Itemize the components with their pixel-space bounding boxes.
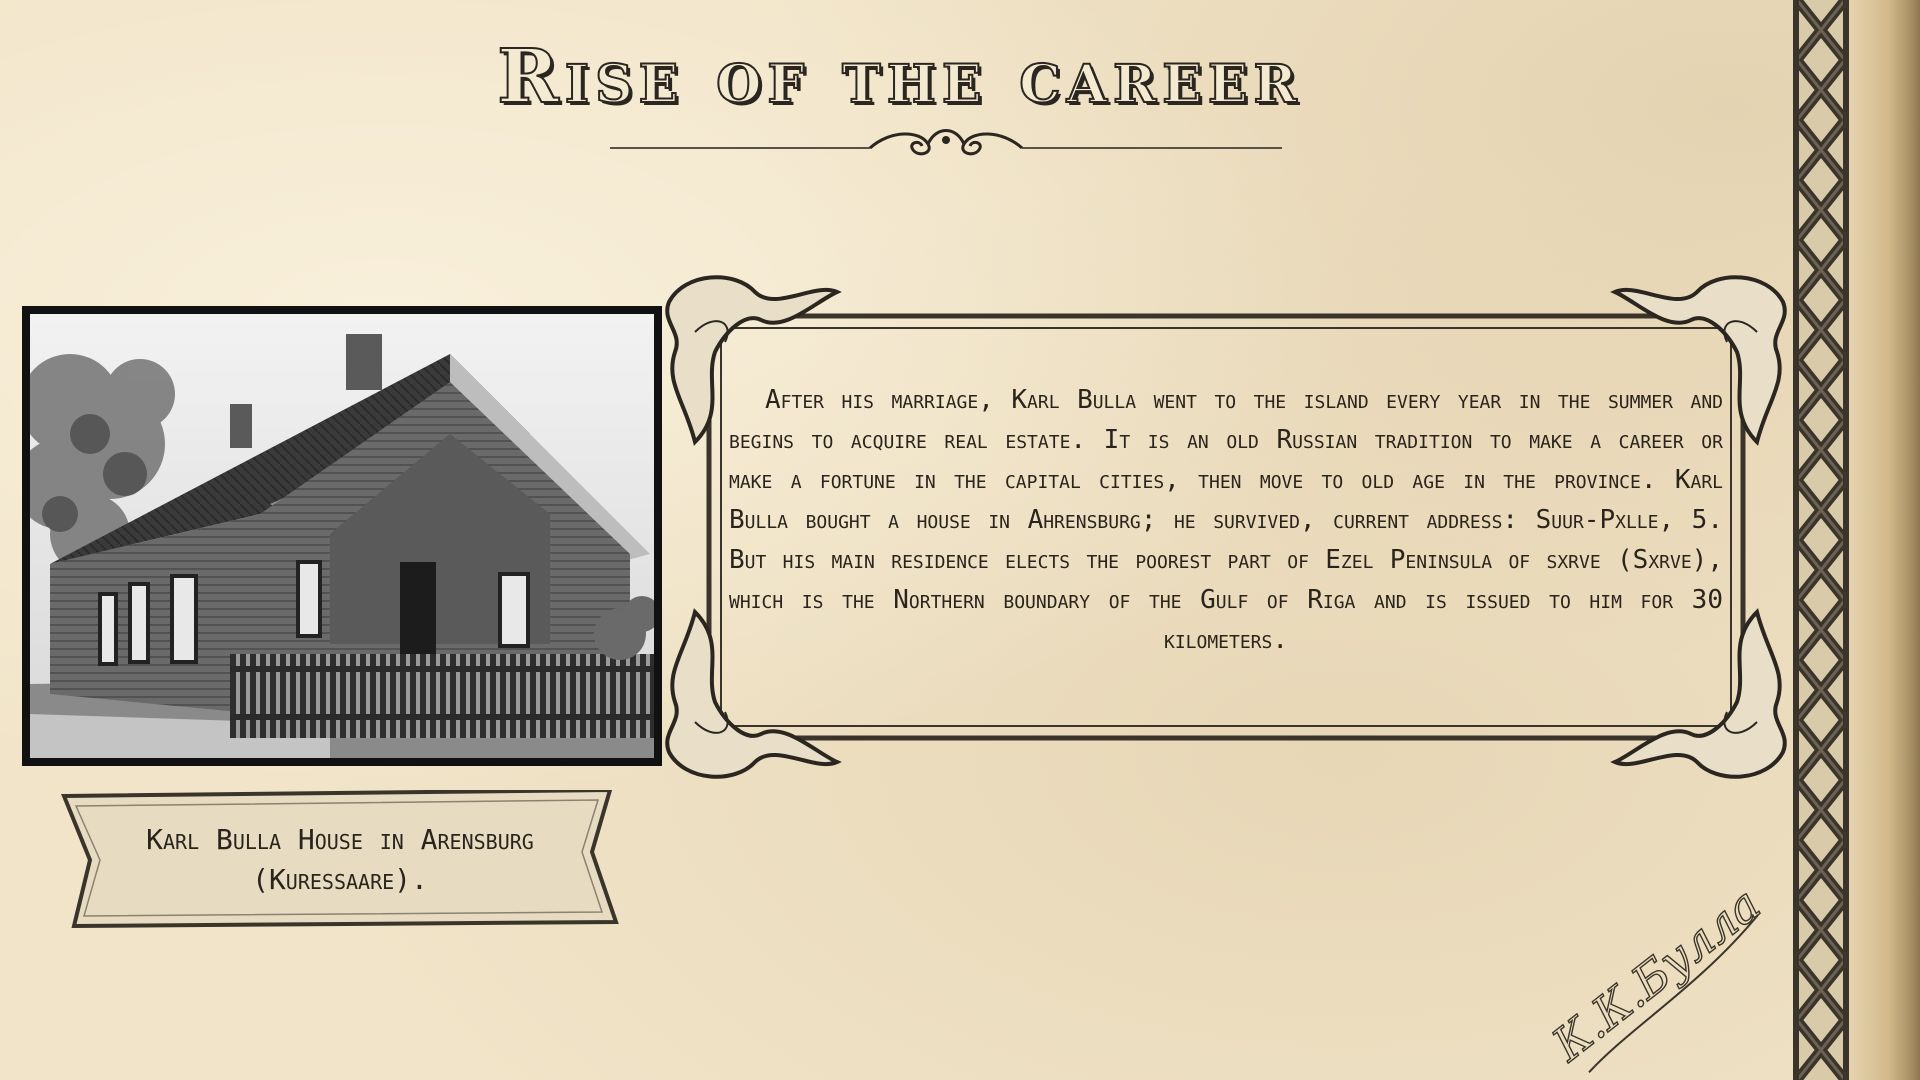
body-paragraph: After his marriage, Karl Bulla went to the island every year in the summer and begins to acquire real estate. It is an old Russian tradition to make a career or make a fortune in the capital cities, then move to old age in the province. Karl Bulla bought a house in Ahrensburg; he survived, current address: Suur-Pxlle, 5. But his main residence elects the poorest part of Ezel Peninsula of sxrve (Sxrve), which is the Northern boundary of the Gulf of Riga and is issued to him for 30 kilometers. — [729, 385, 1723, 655]
signature-text: К.К.Булла — [1542, 876, 1771, 1072]
photo-caption — [100, 820, 580, 900]
house-photo — [22, 306, 662, 766]
slide-title: Rise of the career — [497, 34, 1303, 120]
braided-border-strip — [1793, 0, 1849, 1080]
signature-mark — [1520, 840, 1790, 1080]
photo-caption-ribbon — [60, 790, 620, 930]
title-ornament — [610, 122, 1282, 162]
ornate-text-frame — [665, 272, 1787, 782]
photo-caption-line1: Karl Bulla House in Arensburg — [146, 823, 534, 856]
photo-caption-line2: (Kuressaare). — [252, 863, 428, 896]
page-edge — [1849, 0, 1920, 1080]
braid-pattern — [1793, 0, 1849, 1080]
house-illustration — [30, 314, 654, 758]
